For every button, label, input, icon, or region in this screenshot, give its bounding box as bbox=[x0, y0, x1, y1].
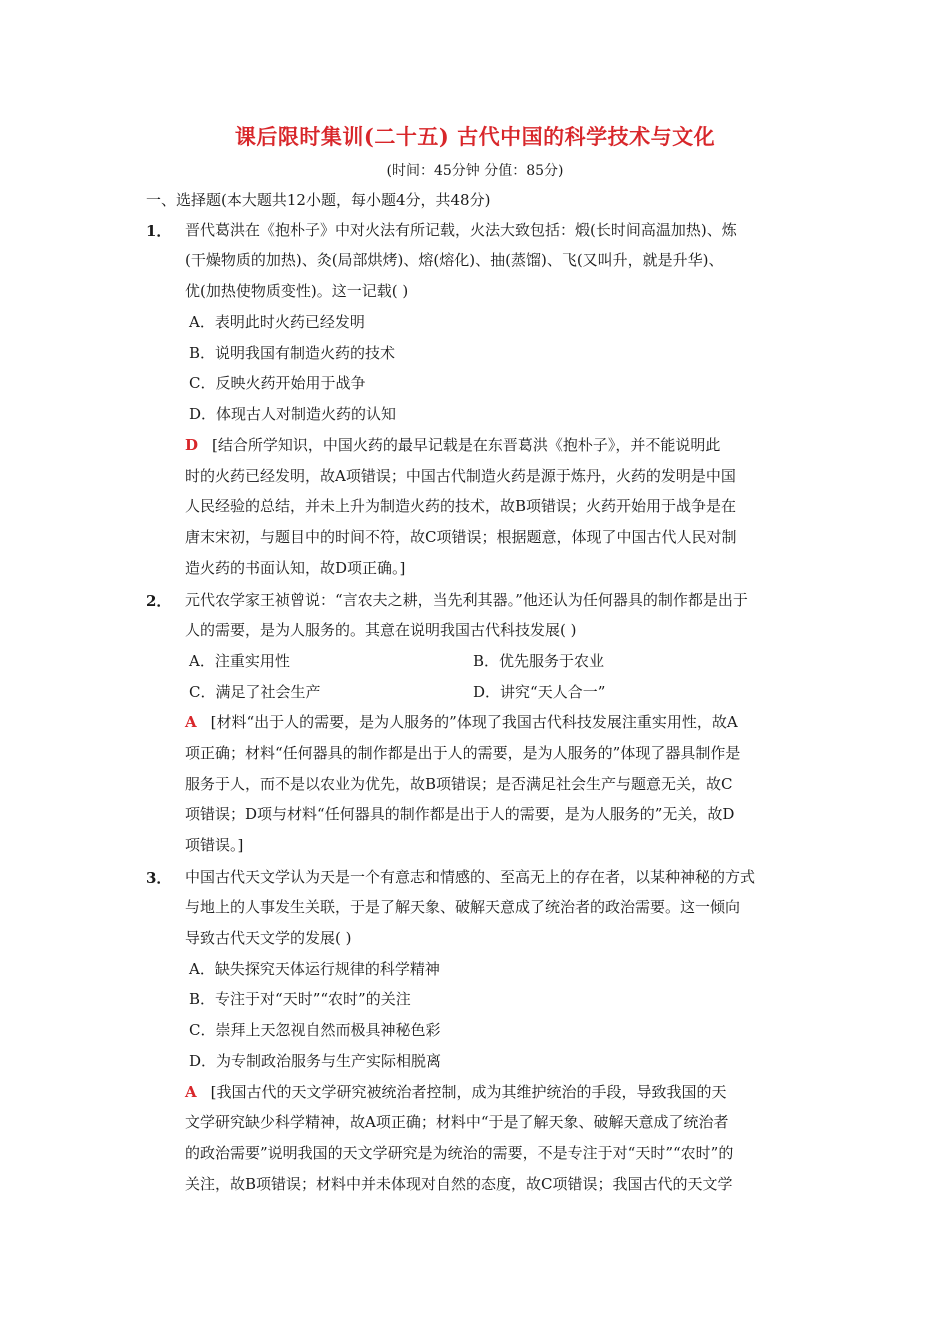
explanation-text: [材料“出于人的需要，是为人服务的”体现了我国古代科技发展注重实用性，故A bbox=[210, 713, 738, 731]
question-stem-line: (干燥物质的加热)、灸(局部烘烤)、熔(熔化)、抽(蒸馏)、飞(又叫升，就是升华)、 bbox=[185, 251, 724, 269]
option-a: A．表明此时火药已经发明 bbox=[189, 313, 365, 331]
option-d: D．为专制政治服务与生产实际相脱离 bbox=[189, 1052, 442, 1070]
question-stem-line: 优(加热使物质变性)。这一记载( ) bbox=[185, 282, 409, 300]
answer-key: A bbox=[185, 713, 197, 731]
question-stem-line: 导致古代天文学的发展( ) bbox=[185, 929, 352, 947]
answer-key: D bbox=[185, 436, 199, 454]
option-a: A．注重实用性 bbox=[189, 652, 290, 670]
explanation-text: [结合所学知识，中国火药的最早记载是在东晋葛洪《抱朴子》，并不能说明此 bbox=[212, 436, 721, 454]
explanation-line: 服务于人，而不是以农业为优先，故B项错误；是否满足社会生产与题意无关，故C bbox=[185, 775, 733, 793]
option-d: D．讲究“天人合一” bbox=[473, 683, 606, 701]
explanation-line: 人民经验的总结，并未上升为制造火药的技术，故B项错误；火药开始用于战争是在 bbox=[185, 497, 737, 515]
question-stem-line: 元代农学家王祯曾说：“言农夫之耕，当先利其器。”他还认为任何器具的制作都是出于 bbox=[185, 591, 748, 609]
option-b: B．优先服务于农业 bbox=[473, 652, 605, 670]
explanation-line: 的政治需要”说明我国的天文学研究是为统治的需要，不是专注于对“天时”“农时”的 bbox=[185, 1144, 734, 1162]
explanation-line: 造火药的书面认知，故D项正确。] bbox=[185, 559, 406, 577]
exam-info: (时间：45分钟 分值：85分) bbox=[386, 163, 564, 179]
explanation-line: 项正确；材料“任何器具的制作都是出于人的需要，是为人服务的”体现了器具制作是 bbox=[185, 744, 741, 762]
question-stem-line: 晋代葛洪在《抱朴子》中对火法有所记载，火法大致包括：煅(长时间高温加热)、炼 bbox=[185, 221, 737, 239]
question-stem-line: 人的需要，是为人服务的。其意在说明我国古代科技发展( ) bbox=[185, 621, 577, 639]
question-number: 3． bbox=[146, 869, 172, 887]
option-c: C．崇拜上天忽视自然而极具神秘色彩 bbox=[189, 1021, 441, 1039]
explanation-line: 关注，故B项错误；材料中并未体现对自然的态度，故C项错误；我国古代的天文学 bbox=[185, 1175, 733, 1193]
explanation-line: 项错误。] bbox=[185, 836, 244, 854]
explanation-line: 时的火药已经发明，故A项错误；中国古代制造火药是源于炼丹，火药的发明是中国 bbox=[185, 467, 736, 485]
explanation-line bbox=[185, 712, 738, 732]
question-stem-line: 中国古代天文学认为天是一个有意志和情感的、至高无上的存在者，以某种神秘的方式 bbox=[185, 868, 756, 886]
explanation-text: [我国古代的天文学研究被统治者控制，成为其维护统治的手段，导致我国的天 bbox=[210, 1083, 727, 1101]
option-a: A．缺失探究天体运行规律的科学精神 bbox=[189, 960, 440, 978]
question-number: 1． bbox=[146, 222, 172, 240]
option-b: B．专注于对“天时”“农时”的关注 bbox=[189, 990, 411, 1008]
question-number: 2． bbox=[146, 592, 172, 610]
explanation-line: 文学研究缺少科学精神，故A项正确；材料中“于是了解天象、破解天意成了统治者 bbox=[185, 1113, 729, 1131]
explanation-line: 项错误；D项与材料“任何器具的制作都是出于人的需要，是为人服务的”无关，故D bbox=[185, 805, 735, 823]
option-b: B．说明我国有制造火药的技术 bbox=[189, 344, 396, 362]
explanation-line: 唐末宋初，与题目中的时间不符，故C项错误；根据题意，体现了中国古代人民对制 bbox=[185, 528, 737, 546]
option-c: C．满足了社会生产 bbox=[189, 683, 321, 701]
option-d: D．体现古人对制造火药的认知 bbox=[189, 405, 397, 423]
option-c: C．反映火药开始用于战争 bbox=[189, 374, 366, 392]
section-heading: 一、选择题(本大题共12小题，每小题4分，共48分) bbox=[146, 191, 491, 209]
explanation-line bbox=[185, 435, 720, 455]
answer-key: A bbox=[185, 1083, 197, 1101]
explanation-line bbox=[185, 1082, 727, 1102]
question-stem-line: 与地上的人事发生关联，于是了解天象、破解天意成了统治者的政治需要。这一倾向 bbox=[185, 898, 741, 916]
page-title: 课后限时集训(二十五) 古代中国的科学技术与文化 bbox=[234, 124, 716, 149]
